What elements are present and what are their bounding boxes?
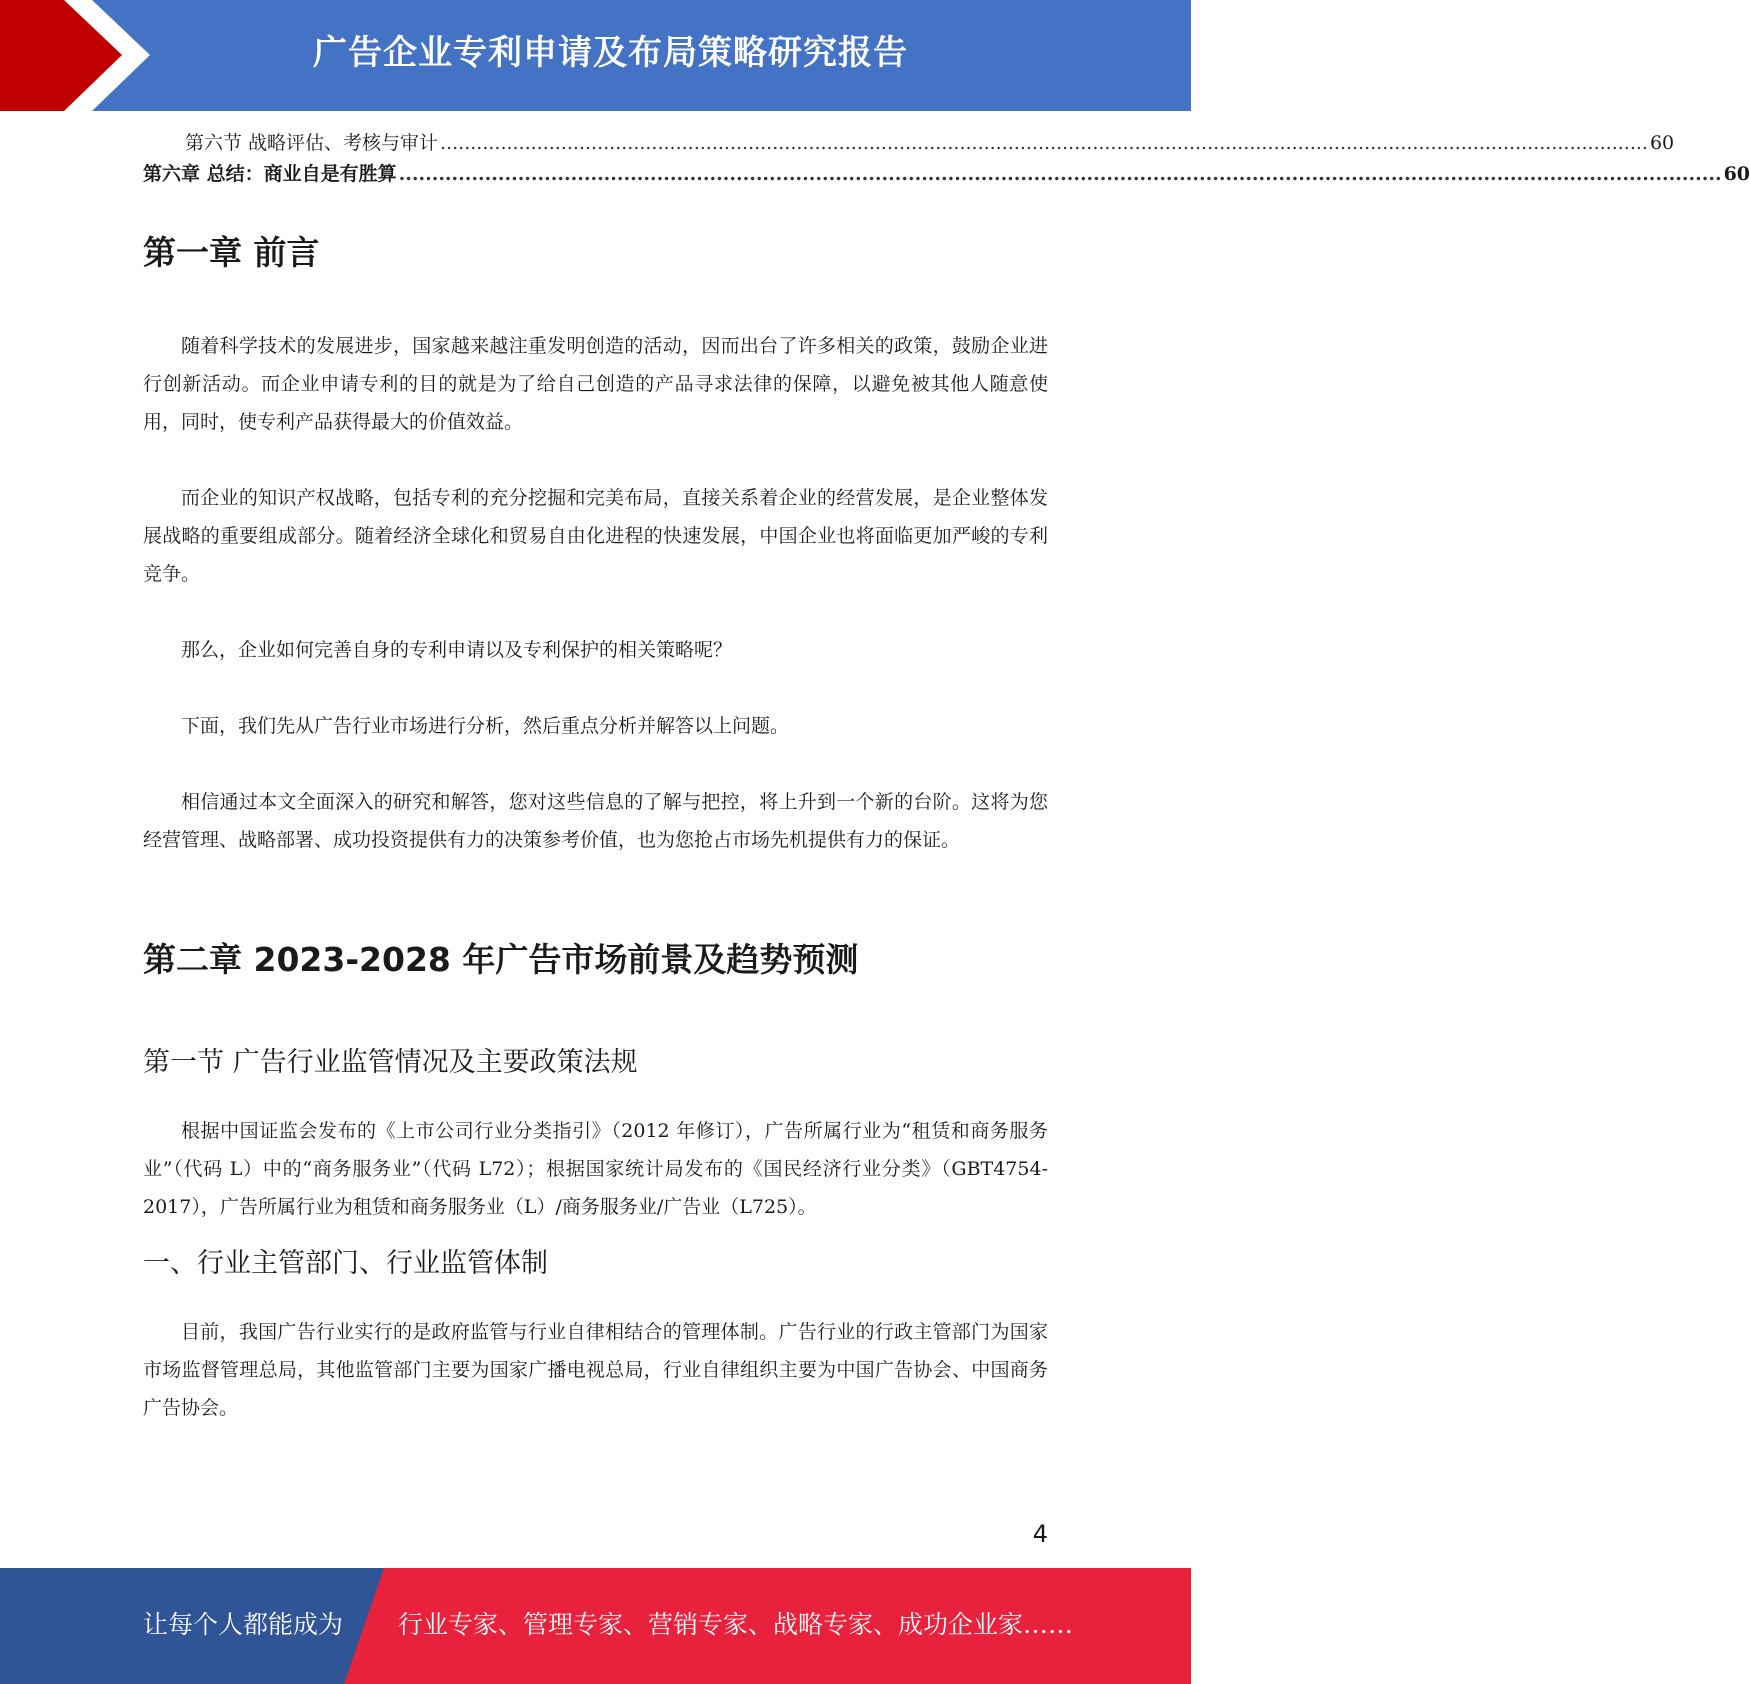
footer-slogan-left: 让每个人都能成为 <box>143 1610 344 1639</box>
section-heading: 第一节 广告行业监管情况及主要政策法规 <box>143 1047 638 1078</box>
toc-entry-label: 第六节 战略评估、考核与审计 <box>185 132 439 154</box>
body-paragraph: 目前，我国广告行业实行的是政府监管与行业自律相结合的管理体制。广告行业的行政主管部门为国家市场监督管理总局，其他监管部门主要为国家广播电视总局，行业自律组织主要为中国广告协会、中国商务广告协会。 <box>143 1321 1048 1419</box>
page-number: 4 <box>1032 1520 1048 1548</box>
toc-entry-label: 第六章 总结：商业自是有胜算 <box>143 163 397 185</box>
page-footer <box>0 1568 1191 1684</box>
report-title: 广告企业专利申请及布局策略研究报告 <box>313 33 908 73</box>
footer-slogan-right: 行业专家、管理专家、营销专家、战略专家、成功企业家…… <box>398 1610 1074 1639</box>
subsection-heading: 一、行业主管部门、行业监管体制 <box>143 1248 548 1279</box>
chapter-heading: 第一章 前言 <box>143 233 320 272</box>
toc-leader: ........................................................................................................................................................................................................ <box>440 132 1648 154</box>
toc-entry-page: 60 <box>1649 132 1675 154</box>
toc-entry-page: 60 <box>1723 163 1750 185</box>
body-paragraph: 那么，企业如何完善自身的专利申请以及专利保护的相关策略呢？ <box>181 639 733 661</box>
toc-entry[interactable] <box>185 130 1675 156</box>
toc-leader: ........................................................................................................................................................................................................ <box>398 163 1722 185</box>
chapter-heading: 第二章 2023-2028 年广告市场前景及趋势预测 <box>143 940 859 979</box>
body-paragraph: 随着科学技术的发展进步，国家越来越注重发明创造的活动，因而出台了许多相关的政策，鼓励企业进行创新活动。而企业申请专利的目的就是为了给自己创造的产品寻求法律的保障，以避免被其他人随意使用，同时，使专利产品获得最大的价值效益。 <box>143 335 1048 433</box>
toc-entry[interactable] <box>143 161 1750 187</box>
body-paragraph: 相信通过本文全面深入的研究和解答，您对这些信息的了解与把控，将上升到一个新的台阶。这将为您经营管理、战略部署、成功投资提供有力的决策参考价值，也为您抢占市场先机提供有力的保证。 <box>143 791 1048 851</box>
body-paragraph: 下面，我们先从广告行业市场进行分析，然后重点分析并解答以上问题。 <box>181 715 790 737</box>
body-paragraph: 根据中国证监会发布的《上市公司行业分类指引》（2012 年修订），广告所属行业为“租赁和商务服务业”（代码 L）中的“商务服务业”（代码 L72）；根据国家统计局发布的《国民经济行业分类》（GBT4754-2017），广告所属行业为租赁和商务服务业（L）/商务服务业/广告业（L725）。 <box>143 1120 1048 1218</box>
page-header <box>0 0 1191 111</box>
body-paragraph: 而企业的知识产权战略，包括专利的充分挖掘和完美布局，直接关系着企业的经营发展，是企业整体发展战略的重要组成部分。随着经济全球化和贸易自由化进程的快速发展，中国企业也将面临更加严峻的专利竞争。 <box>143 487 1048 585</box>
